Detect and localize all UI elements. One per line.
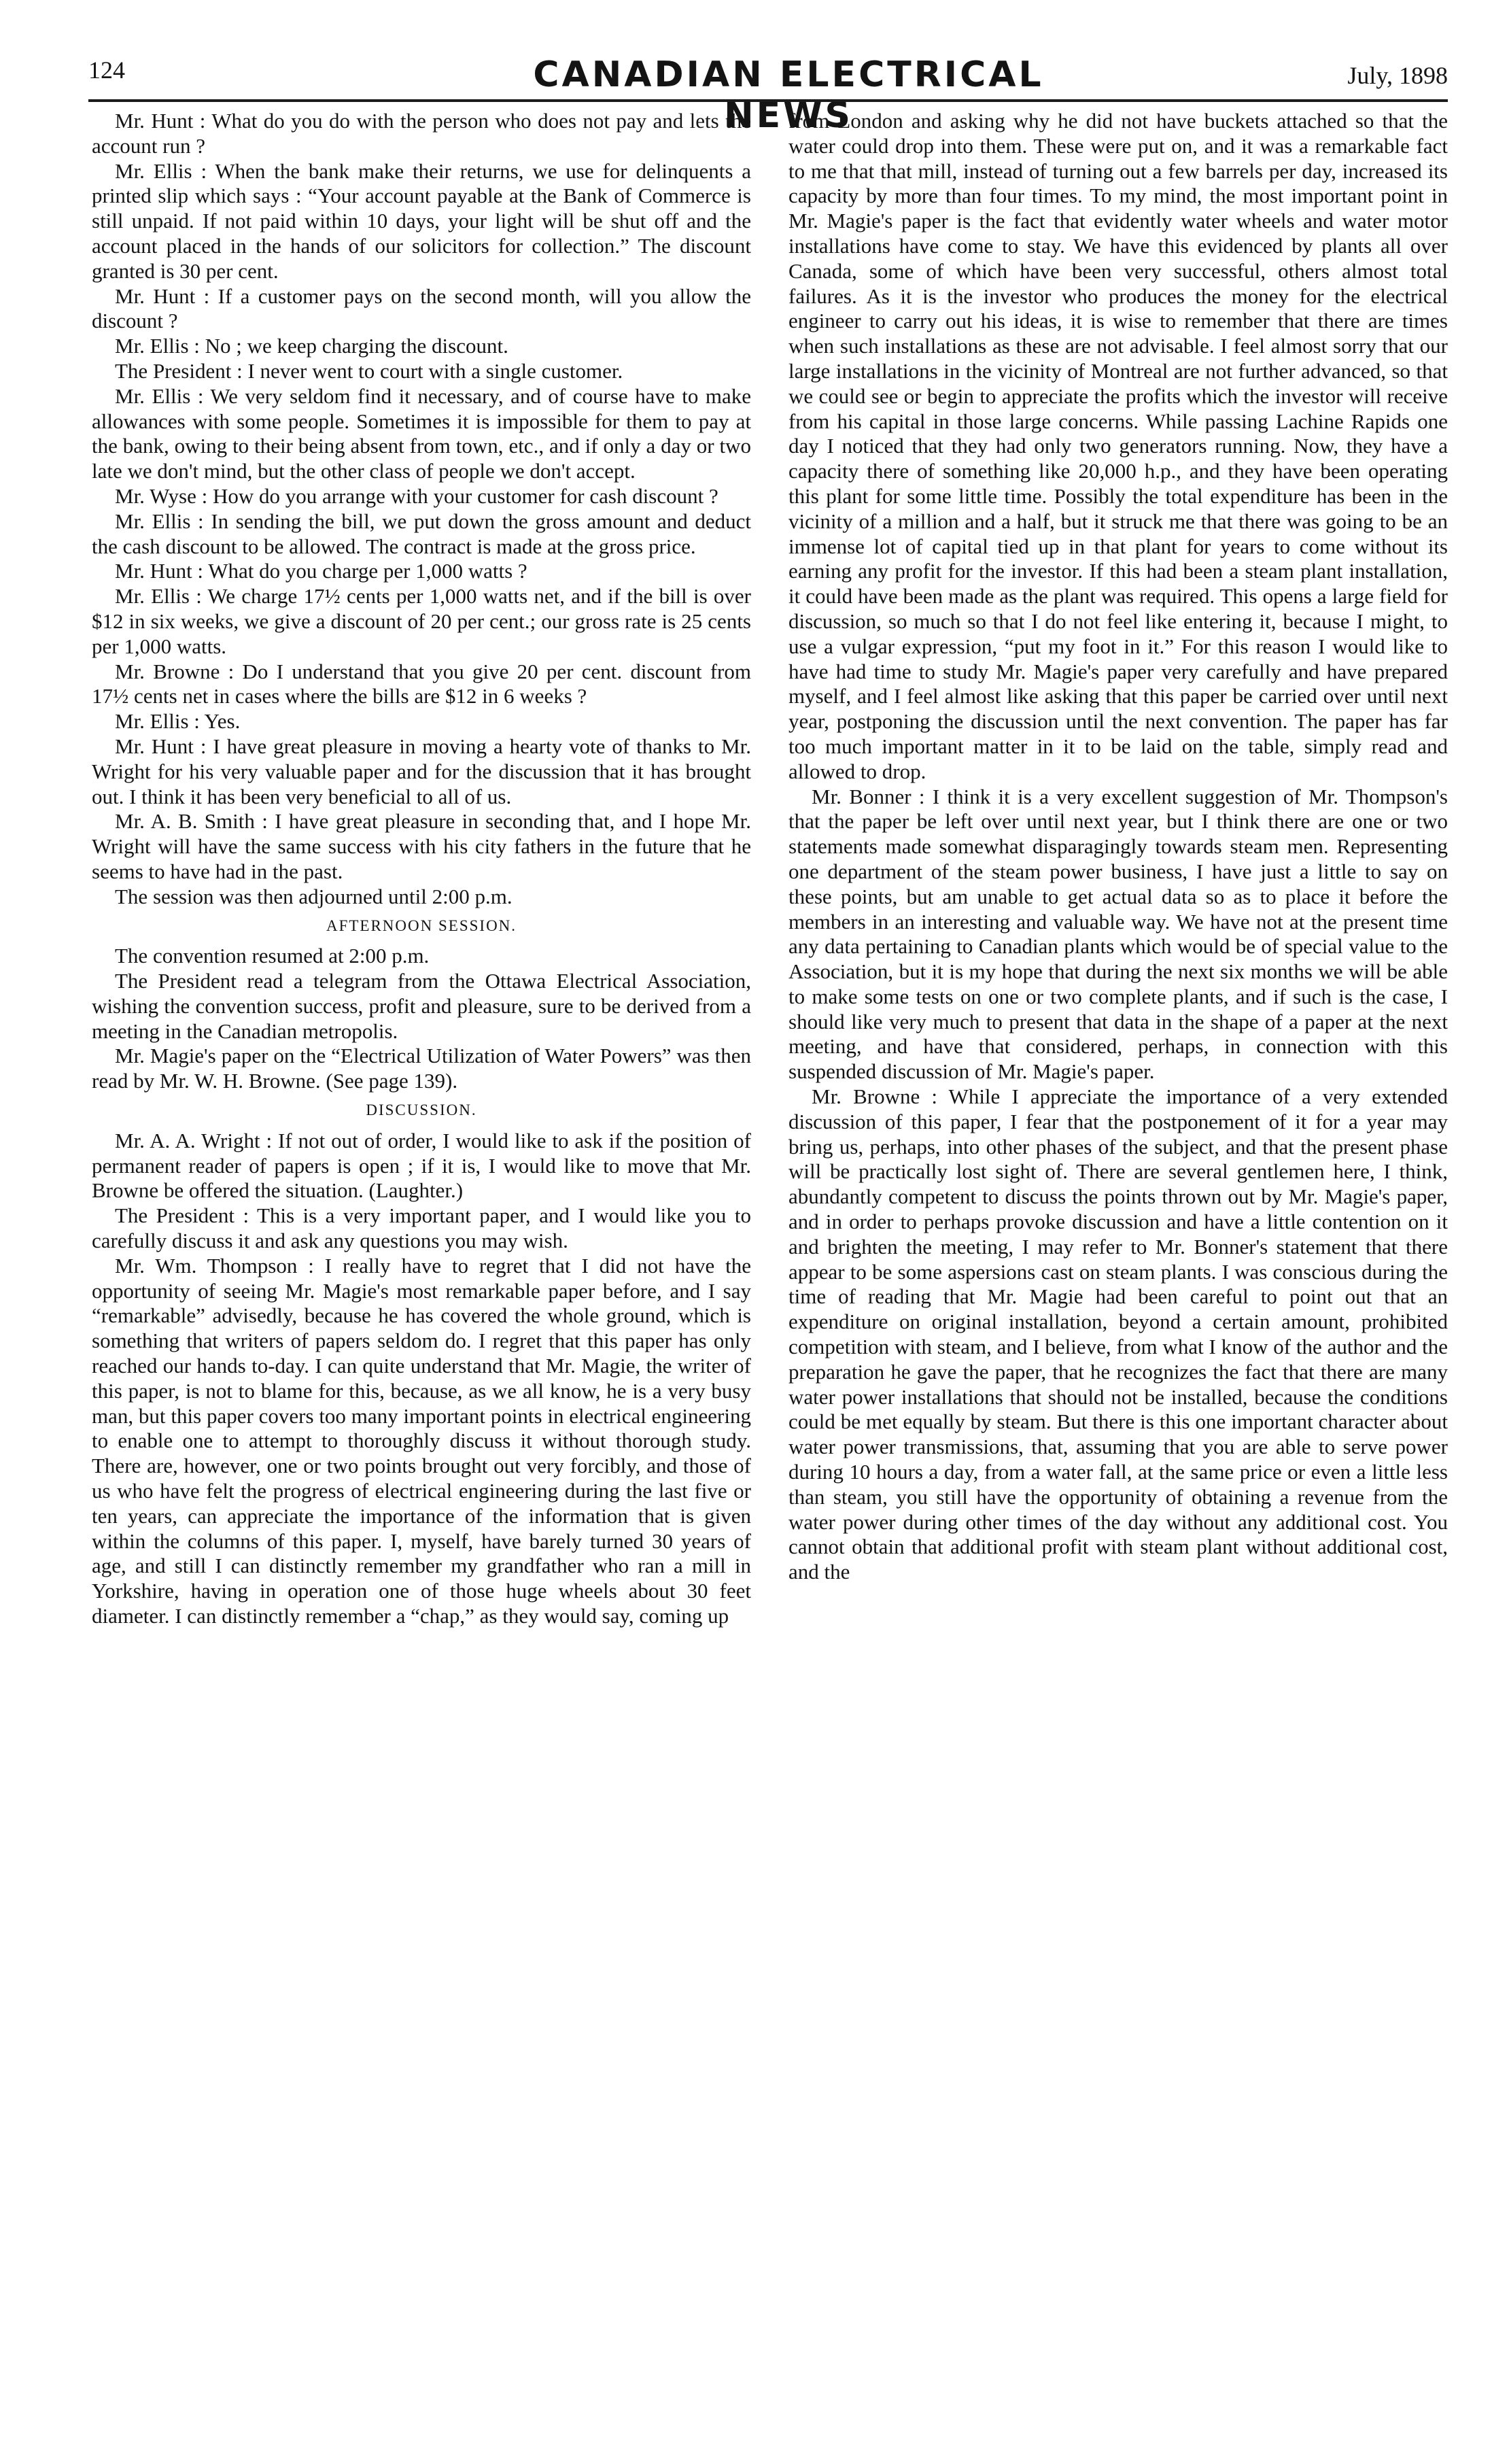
- paragraph: Mr. Ellis : We charge 17½ cents per 1,000 watts net, and if the bill is over $12 in six weeks, we give a discount of 20 per cent.; our gross rate is 25 cents per 1,000 watts.: [92, 584, 751, 658]
- paragraph: Mr. A. B. Smith : I have great pleasure in seconding that, and I hope Mr. Wright will have the same success with his city fathers in the future that he seems to have had in the past.: [92, 809, 751, 883]
- right-column: [788, 109, 1448, 2448]
- paragraph: The President : I never went to court with a single customer.: [115, 358, 623, 383]
- paragraph: The session was then adjourned until 2:00 p.m.: [115, 884, 513, 908]
- left-column: [92, 109, 751, 2448]
- paragraph: Mr. Ellis : When the bank make their returns, we use for delinquents a printed slip which says : “Your account payable at the Bank of Commerce is still unpaid. If not paid within 10 days, your light will be shut off and the account placed in the hands of our solicitors for collection.” The discount granted is 30 per cent.: [92, 158, 751, 283]
- paragraph: Mr. Ellis : Yes.: [115, 709, 241, 734]
- paragraph: Mr. Ellis : No ; we keep charging the discount.: [115, 334, 508, 358]
- paragraph: Mr. Magie's paper on the “Electrical Utilization of Water Powers” was then read by Mr. W. H. Browne. (See page 139).: [92, 1044, 751, 1093]
- page-number: 124: [88, 56, 125, 84]
- section-heading-discussion: DISCUSSION.: [366, 1101, 477, 1119]
- paragraph: Mr. Wyse : How do you arrange with your customer for cash discount ?: [115, 483, 718, 508]
- paragraph: Mr. Hunt : What do you do with the person who does not pay and lets the account run ?: [92, 109, 751, 158]
- paragraph: Mr. Ellis : We very seldom find it necessary, and of course have to make allowances with some people. Sometimes it is impossible for them to pay at the bank, owing to their being absent from town, etc., and if only a day or two late we don't mind, but the other class of people we don't accept.: [92, 383, 751, 483]
- paragraph: Mr. Hunt : What do you charge per 1,000 watts ?: [115, 559, 527, 583]
- paragraph: Mr. Wm. Thompson : I really have to regret that I did not have the opportunity of seeing Mr. Magie's most remarkable paper before, and I say “remarkable” advisedly, because he has covered the whole ground, which is something that writers of papers seldom do. I regret that this paper has only reached our hands to-day. I can quite understand that Mr. Magie, the writer of this paper, is not to blame for this, because, as we all know, he is a very busy man, but this paper covers too many important points in electrical engineering to enable one to attempt to thoroughly discuss it without thorough study. There are, however, one or two points brought out very forcibly, and those of us who have felt the progress of electrical engineering during the last five or ten years, can appreciate the importance of the information that is given within the columns of this paper. I, myself, have barely turned 30 years of age, and still I can distinctly remember my grandfather who ran a mill in Yorkshire, having in operation one of those huge wheels about 30 feet diameter. I can distinctly remember a “chap,” as they would say, coming up: [92, 1253, 751, 1628]
- paragraph: Mr. A. A. Wright : If not out of order, I would like to ask if the position of permanent reader of papers is open ; if it is, I would like to move that Mr. Browne be offered the situation. (Laughter.): [92, 1128, 751, 1203]
- paragraph: Mr. Hunt : I have great pleasure in moving a hearty vote of thanks to Mr. Wright for his very valuable paper and for the discussion that it has brought out. I think it has been very beneficial to all of us.: [92, 734, 751, 808]
- paragraph: from London and asking why he did not have buckets attached so that the water could drop into them. These were put on, and it was a remarkable fact to me that that mill, instead of turning out a few barrels per day, increased its capacity by more than four times. To my mind, the most important point in Mr. Magie's paper is the fact that evidently water wheels and water motor installations have come to stay. We have this evidenced by plants all over Canada, some of which have been very successful, others almost total failures. As it is the investor who produces the money for the electrical engineer to carry out his ideas, it is wise to remember that there are times when such installations as these are not advisable. I feel almost sorry that our large installations in the vicinity of Montreal are not further advanced, so that we could see or begin to appreciate the profits which the investor will receive from his capital in those large concerns. While passing Lachine Rapids one day I noticed that they had only two generators running. Now, they have a capacity there of something like 20,000 h.p., and they have been operating this plant for some little time. Possibly the total expenditure has been in the vicinity of a million and a half, but it struck me that there was going to be an immense lot of capital tied up in that plant for years to come without its earning any profit for the investor. If this had been a steam plant installation, it could have been made as the plant was required. This opens a large field for discussion, so much so that I do not feel like entering it, because I might, to use a vulgar expression, “put my foot in it.” For this reason I would like to have had time to study Mr. Magie's paper very carefully and have prepared myself, and I feel almost like asking that this paper be carried over until next year, postponing the discussion until the next convention. The paper has far too much important matter in it to be laid on the table, simply read and allowed to drop.: [788, 109, 1448, 783]
- issue-date: July, 1898: [1347, 62, 1448, 89]
- paragraph: The President : This is a very important paper, and I would like you to carefully discuss it and ask any questions you may wish.: [92, 1203, 751, 1253]
- paragraph: Mr. Bonner : I think it is a very excellent suggestion of Mr. Thompson's that the paper be left over until next year, but I think there are one or two statements made somewhat disparagingly towards steam men. Representing one department of the steam power business, I have just a little to say on these points, but am unable to get actual data so as to place it before the members in an interesting and valuable way. We have not at the present time any data pertaining to Canadian plants which would be of special value to the Association, but it is my hope that during the next six months we will be able to make some tests on one or two complete plants, and if such is the case, I should like very much to present that data in the shape of a paper at the next meeting, and have that considered, perhaps, in connection with this suspended discussion of Mr. Magie's paper.: [788, 784, 1448, 1084]
- paragraph: Mr. Browne : Do I understand that you give 20 per cent. discount from 17½ cents net in cases where the bills are $12 in 6 weeks ?: [92, 659, 751, 708]
- header-rule: [88, 99, 1448, 102]
- paragraph: The convention resumed at 2:00 p.m.: [115, 944, 430, 968]
- paragraph: Mr. Ellis : In sending the bill, we put down the gross amount and deduct the cash discount to be allowed. The contract is made at the gross price.: [92, 509, 751, 558]
- paragraph: The President read a telegram from the Ottawa Electrical Association, wishing the convention success, profit and pleasure, sure to be derived from a meeting in the Canadian metropolis.: [92, 969, 751, 1043]
- section-heading-afternoon: AFTERNOON SESSION.: [326, 917, 517, 934]
- paragraph: Mr. Browne : While I appreciate the importance of a very extended discussion of this paper, I fear that the postponement of it for a year may bring us, perhaps, into other phases of the subject, and that the present phase will be practically lost sight of. There are several gentlemen here, I think, abundantly competent to discuss the points thrown out by Mr. Magie's paper, and in order to perhaps provoke discussion and have a little contention on it and brighten the meeting, I may refer to Mr. Bonner's statement that there appear to be some aspersions cast on steam plants. I was conscious during the time of reading that Mr. Magie had been careful to point out that an expenditure on original installation, beyond a certain amount, prohibited competition with steam, and I believe, from what I know of the author and the preparation he gave the paper, that he recognizes the fact that there are many water power installations that should not be installed, because the conditions could be met equally by steam. But there is this one important character about water power transmissions, that, assuming that you are able to serve power during 10 hours a day, from a water fall, at the same price or even a little less than steam, you still have the opportunity of obtaining a revenue from the water power during other times of the day without any additional cost. You cannot obtain that additional profit with steam plant without additional cost, and the: [788, 1084, 1448, 1584]
- paragraph: Mr. Hunt : If a customer pays on the second month, will you allow the discount ?: [92, 284, 751, 333]
- publication-title: CANADIAN ELECTRICAL NEWS: [533, 54, 1044, 136]
